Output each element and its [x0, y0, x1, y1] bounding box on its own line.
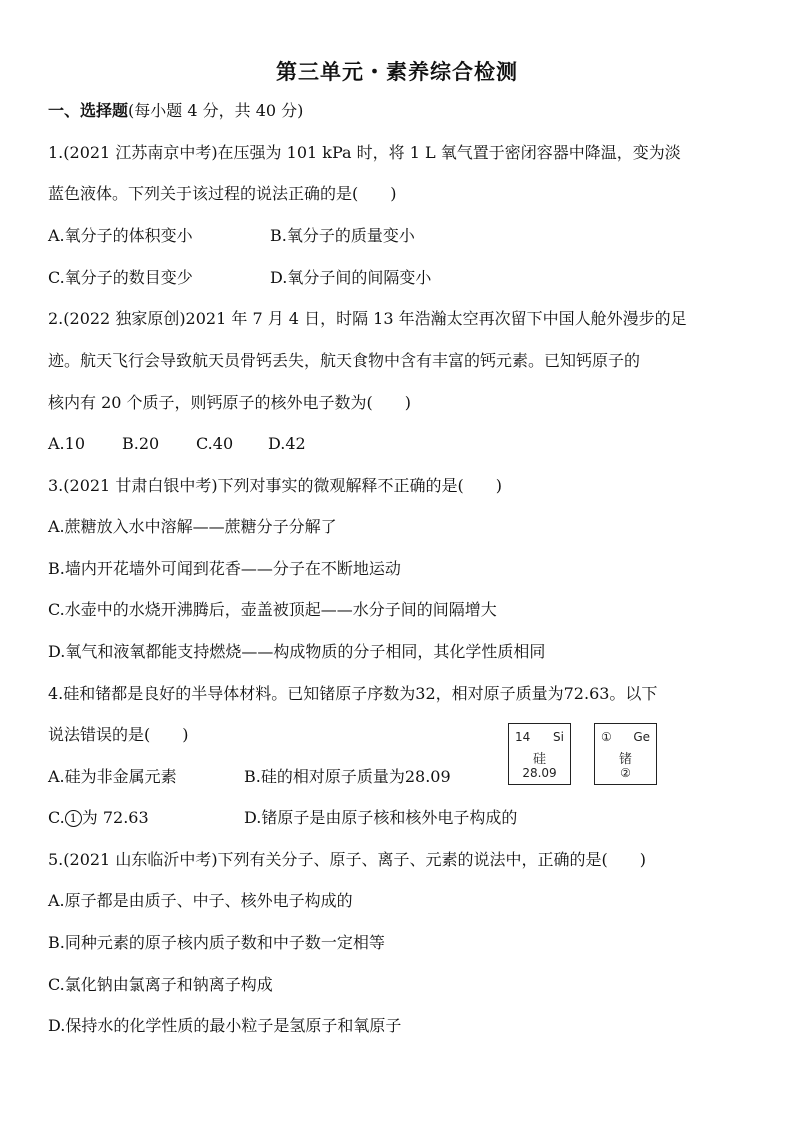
q2-option-b[interactable]: B.20: [122, 434, 160, 453]
q4-option-b[interactable]: B.硅的相对原子质量为28.09: [244, 767, 451, 786]
q3-option-a[interactable]: A.蔗糖放入水中溶解——蔗糖分子分解了: [48, 517, 337, 536]
q5-option-a[interactable]: A.原子都是由质子、中子、核外电子构成的: [48, 891, 353, 910]
q1-options-row1: [48, 225, 415, 247]
q4-option-c-prefix: C.: [48, 808, 65, 827]
q5-option-b[interactable]: B.同种元素的原子核内质子数和中子数一定相等: [48, 933, 385, 952]
q2-options-row: [48, 433, 306, 455]
section-heading: 一、选择题: [48, 101, 129, 120]
q3-option-b[interactable]: B.墙内开花墙外可闻到花香——分子在不断地运动: [48, 559, 401, 578]
q2-line1: 2.(2022 独家原创)2021 年 7 月 4 日，时隔 13 年浩瀚太空再次留下中国人舱外漫步的足: [48, 309, 687, 328]
ge-symbol: Ge: [633, 730, 650, 744]
q4-option-c[interactable]: [48, 807, 244, 829]
q1-option-d[interactable]: D.氧分子间的间隔变小: [270, 268, 432, 287]
element-card-silicon: [508, 723, 571, 785]
q4-option-d[interactable]: D.锗原子是由原子核和核外电子构成的: [244, 808, 518, 827]
q5-line1: 5.(2021 山东临沂中考)下列有关分子、原子、离子、元素的说法中，正确的是( ): [48, 850, 647, 869]
ge-atomic-number: ①: [601, 730, 612, 744]
q3-line1: 3.(2021 甘肃白银中考)下列对事实的微观解释不正确的是( ): [48, 476, 503, 495]
q5-option-d[interactable]: D.保持水的化学性质的最小粒子是氢原子和氧原子: [48, 1016, 402, 1035]
section-header: [48, 100, 303, 122]
q1-option-c[interactable]: C.氧分子的数目变少: [48, 268, 193, 287]
q1-option-a[interactable]: A.氧分子的体积变小: [48, 226, 193, 245]
page-title: 第三单元・素养综合检测: [276, 60, 518, 84]
q4-line2: 说法错误的是( ): [48, 725, 189, 744]
ge-atomic-mass: ②: [620, 766, 631, 780]
si-atomic-number: 14: [515, 730, 531, 744]
q1-line1: 1.(2021 江苏南京中考)在压强为 101 kPa 时，将 1 L 氧气置于密闭容器中降温，变为淡: [48, 143, 681, 162]
q2-line3: 核内有 20 个质子，则钙原子的核外电子数为( ): [48, 393, 412, 412]
circled-one-marker: 1: [65, 810, 82, 827]
q3-option-d[interactable]: D.氧气和液氧都能支持燃烧——构成物质的分子相同，其化学性质相同: [48, 642, 546, 661]
q4-options-row2: [48, 807, 517, 829]
q1-line2: 蓝色液体。下列关于该过程的说法正确的是( ): [48, 184, 397, 203]
q4-options-row1: [48, 766, 451, 788]
q4-line1: 4.硅和锗都是良好的半导体材料。已知锗原子序数为32，相对原子质量为72.63。以下: [48, 684, 658, 703]
si-symbol: Si: [553, 730, 564, 744]
q1-options-row2: [48, 267, 431, 289]
q2-option-d[interactable]: D.42: [268, 434, 306, 453]
si-name: 硅: [532, 752, 546, 767]
q4-option-a[interactable]: A.硅为非金属元素: [48, 767, 177, 786]
q2-line2: 迹。航天飞行会导致航天员骨钙丢失，航天食物中含有丰富的钙元素。已知钙原子的: [48, 351, 641, 370]
q3-option-c[interactable]: C.水壶中的水烧开沸腾后，壶盖被顶起——水分子间的间隔增大: [48, 600, 497, 619]
section-note: (每小题 4 分，共 40 分): [128, 101, 304, 120]
q2-option-a[interactable]: A.10: [48, 434, 85, 453]
element-card-germanium: [594, 723, 657, 785]
si-atomic-mass: 28.09: [522, 766, 557, 780]
q1-option-b[interactable]: B.氧分子的质量变小: [270, 226, 415, 245]
q4-option-c-suffix: 为 72.63: [81, 808, 149, 827]
q5-option-c[interactable]: C.氯化钠由氯离子和钠离子构成: [48, 975, 273, 994]
q2-option-c[interactable]: C.40: [196, 434, 234, 453]
ge-name: 锗: [618, 752, 632, 767]
